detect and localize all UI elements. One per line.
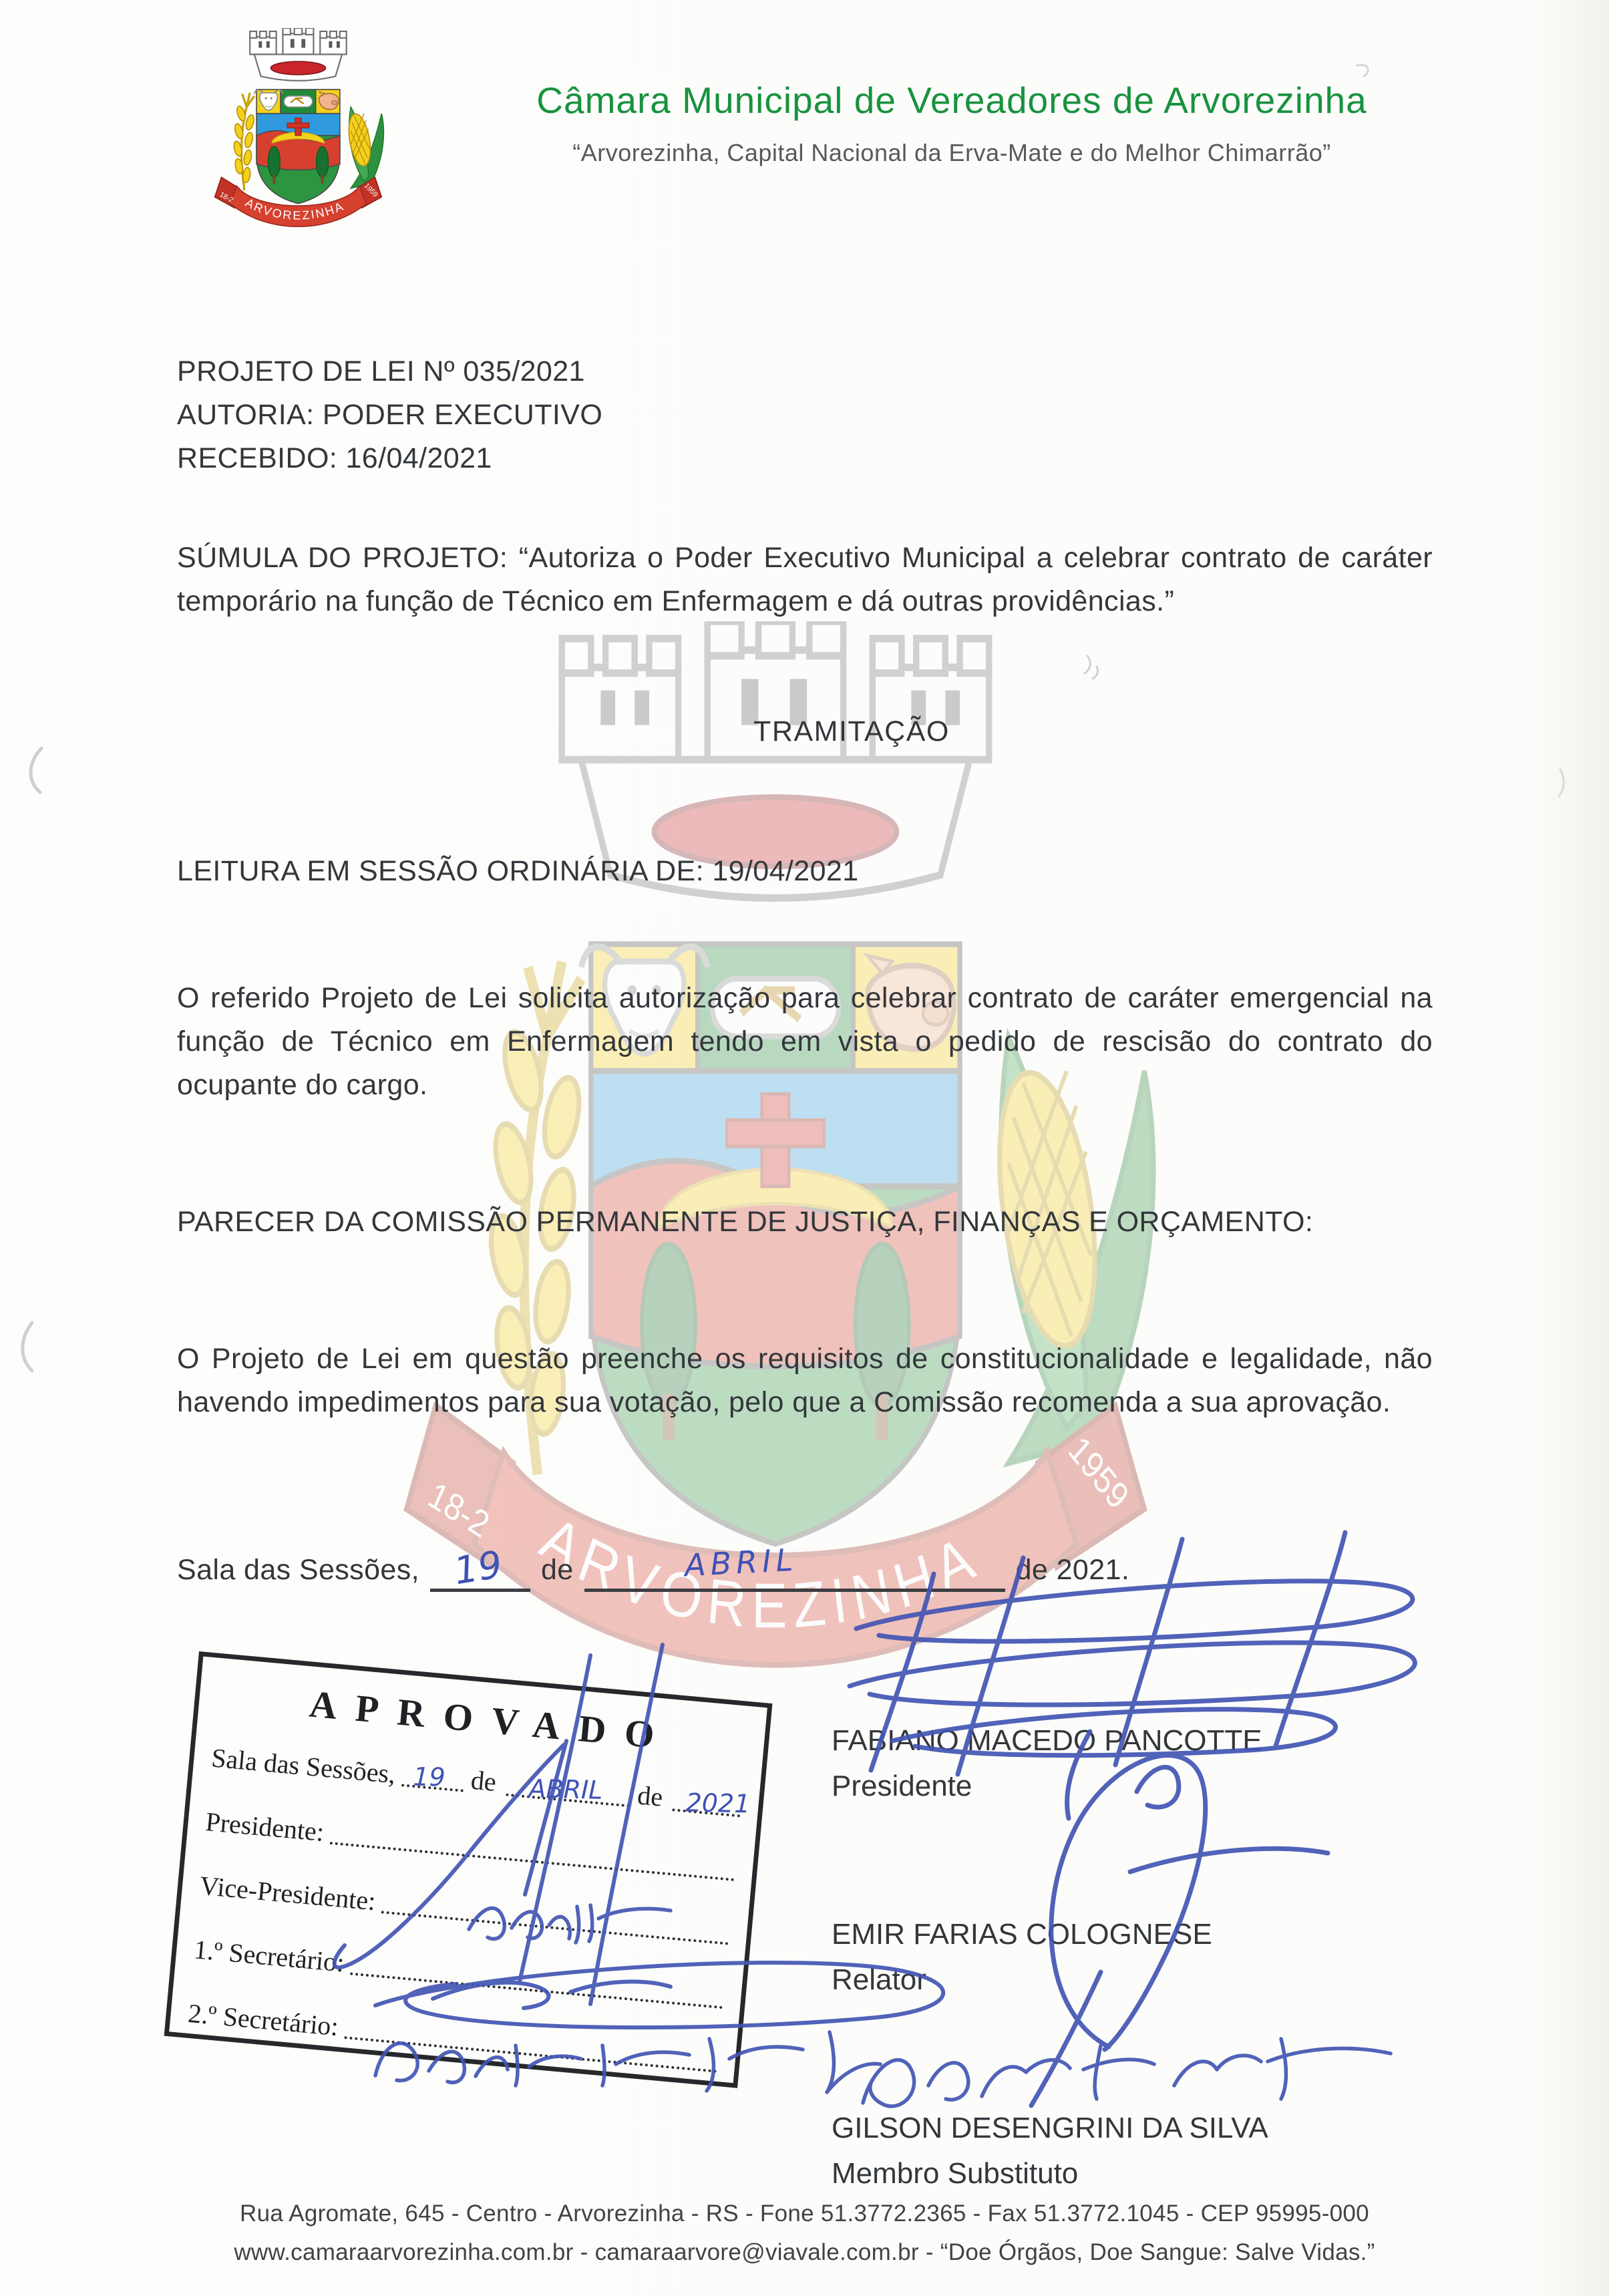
stamp-handwritten-day: 19 — [413, 1762, 446, 1792]
stamp-label-segundo-secretario: 2.º Secretário: — [186, 1997, 340, 2042]
stamp-de-2: de — [636, 1780, 665, 1812]
stamp-leader — [381, 1884, 731, 1945]
paragraph-1: O referido Projeto de Lei solicita autorização para celebrar contrato de caráter emergencial na função de Técnico em Enfermagem tendo em vista o pedido de rescisão do contrato do ocupante do cargo. — [177, 982, 1433, 1101]
stamp-handwritten-year: 2021 — [685, 1788, 751, 1819]
sala-prefix: Sala das Sessões, — [177, 1554, 419, 1586]
stamp-title: APROVADO — [307, 1683, 675, 1758]
signatory-name: EMIR FARIAS COLOGNESE — [832, 1918, 1212, 1951]
section-heading: TRAMITAÇÃO — [753, 715, 950, 748]
signatory-role: Relator — [832, 1963, 926, 1996]
footer-address: Rua Agromate, 645 - Centro - Arvorezinha - RS - Fone 51.3772.2365 - Fax 51.3772.1045 - CEP 95995-000 — [240, 2200, 1369, 2227]
autoria-line: AUTORIA: PODER EXECUTIVO — [177, 399, 603, 431]
signatory-role: Membro Substituto — [832, 2157, 1079, 2190]
handwritten-day: 19 — [451, 1542, 506, 1594]
stamp-date-label: Sala das Sessões, — [210, 1742, 397, 1790]
stamp-de-1: de — [470, 1764, 498, 1798]
stamp-label-presidente: Presidente: — [204, 1806, 326, 1847]
leitura-line: LEITURA EM SESSÃO ORDINÁRIA DE: 19/04/2021 — [177, 855, 859, 887]
stamp-handwritten-month: ABRIL — [528, 1774, 604, 1805]
parecer-heading: PARECER DA COMISSÃO PERMANENTE DE JUSTIÇA, FINANÇAS E ORÇAMENTO: — [177, 1206, 1314, 1238]
signatory-relator — [832, 1912, 1499, 2003]
signatory-name: FABIANO MACEDO PANCOTTE — [832, 1724, 1262, 1757]
coat-of-arms-logo — [195, 28, 410, 236]
signature-gilson — [863, 2039, 1391, 2106]
stamp-day-leader — [401, 1757, 466, 1792]
stamp-label-vice-presidente: Vice-Presidente: — [198, 1870, 377, 1917]
projeto-line: PROJETO DE LEI Nº 035/2021 — [177, 355, 585, 387]
aprovado-stamp — [164, 1651, 773, 2088]
page-subtitle: “Arvorezinha, Capital Nacional da Erva-Mate e do Melhor Chimarrão” — [572, 139, 1331, 166]
page-title: Câmara Municipal de Vereadores de Arvorezinha — [536, 79, 1367, 121]
signatory-presidente — [832, 1718, 1499, 1809]
stamp-row-vice-presidente — [198, 1868, 731, 1949]
signatory-membro-substituto — [832, 2106, 1499, 2196]
paragraph-2: O Projeto de Lei em questão preenche os requisitos de constitucionalidade e legalidade, não havendo impedimentos para sua votação, pelo que a Comissão recomenda a sua aprovação. — [177, 1343, 1433, 1418]
stamp-label-primeiro-secretario: 1.º Secretário: — [192, 1934, 346, 1978]
stamp-row-primeiro-secretario — [192, 1931, 725, 2013]
signatory-role: Presidente — [832, 1770, 972, 1802]
sala-suffix: de 2021. — [1015, 1554, 1130, 1586]
stamp-leader — [344, 2009, 719, 2073]
day-blank — [430, 1542, 530, 1594]
handwritten-month: ABRIL — [683, 1541, 799, 1584]
header — [461, 79, 1443, 167]
footer-contacts: www.camaraarvorezinha.com.br - camaraarvore@viavale.com.br - “Doe Órgãos, Doe Sangue: Salve Vidas.” — [234, 2239, 1375, 2265]
reference-block — [177, 350, 1433, 480]
stamp-month-leader — [506, 1767, 633, 1808]
stamp-leader — [329, 1815, 737, 1881]
month-blank — [584, 1541, 1005, 1592]
signatory-name: GILSON DESENGRINI DA SILVA — [832, 2112, 1268, 2144]
sala-de: de — [540, 1554, 574, 1586]
sumula-paragraph: SÚMULA DO PROJETO: “Autoriza o Poder Executivo Municipal a celebrar contrato de caráter temporário na função de Técnico em Enfermagem e dá outras providências.” — [177, 542, 1433, 617]
sala-das-sessoes-line — [177, 1541, 1433, 1594]
stamp-year-leader — [672, 1782, 751, 1819]
stamp-leader — [350, 1946, 725, 2009]
recebido-line: RECEBIDO: 16/04/2021 — [177, 442, 492, 474]
stamp-row-presidente — [204, 1804, 737, 1885]
stamp-row-segundo-secretario — [187, 1995, 719, 2077]
